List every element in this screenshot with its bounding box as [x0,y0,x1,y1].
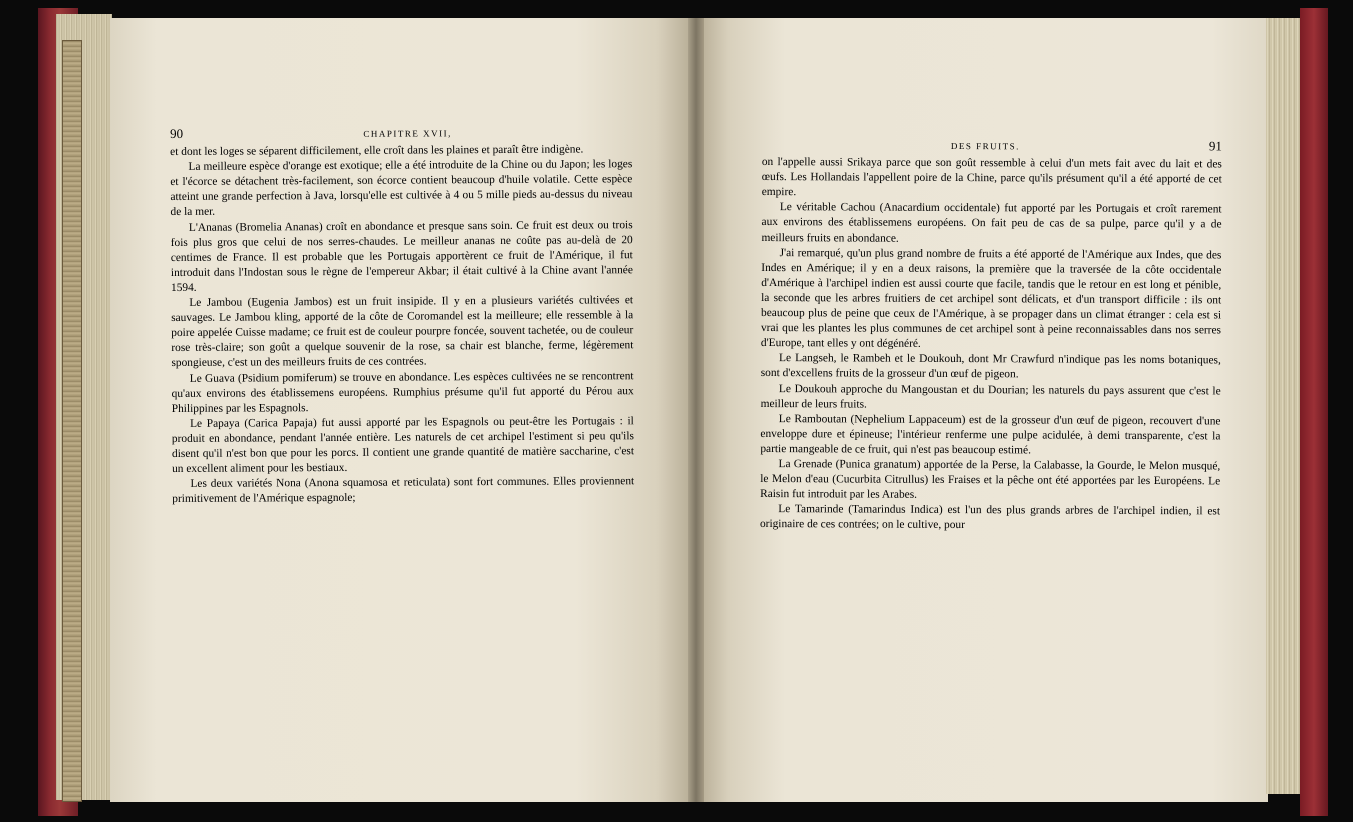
paragraph: Le Jambou (Eugenia Jambos) est un fruit insipide. Il y en a plusieurs variétés cultivées et sauvages. Le Jambou kling, apporté de la côte de Coromandel est la meilleure; elle ressemble à la poire appelée Cuisse madame; ce fruit est de couleur pourpre foncée, souvent tachetée, ou de couleur rose très-claire; son goût a quelque souvenir de la rose, sa chair est blanche, ferme, légèrement spongieuse, c'est un des meilleurs fruits de ces contrées. [171,294,634,370]
book-spine-label [62,40,82,802]
page-edges-right [1266,18,1302,794]
paragraph: et dont les loges se séparent difficilement, elle croît dans les plaines et paraît être indigène. [170,143,584,159]
page-number: 91 [1208,138,1222,154]
book-gutter [688,18,704,802]
book-cover-right [1300,8,1328,816]
paragraph: J'ai remarqué, qu'un plus grand nombre de fruits a été apporté de l'Amérique aux Indes, que des Indes en Amérique; il y en a deux raisons, la première que la traversée de la côte occidentale d'Amérique à l'archipel indien est aussi courte que facile, tandis que le retour en est long et pénible, la seconde que les arbres fruitiers de cet archipel sont délicats, et d'un transport difficile : ils ont beaucoup plus de peine que ceux de l'Amérique, à se propager dans un climat étranger : cela est si vrai que les plantes les plus communes de cet archipel sont à peine reconnaissables dans nos serres d'Europe, tant elles y ont dégénéré. [760,246,1222,351]
left-page-text [170,123,634,507]
page-number: 90 [170,125,184,141]
paragraph: La meilleure espèce d'orange est exotique; elle a été introduite de la Chine ou du Japon; les loges et l'écorce se détachent très-facilement, son écorce contient beaucoup d'huile volatile. Cette espèce atteint une grande perfection à Java, lorsqu'elle est cultivée à 4 ou 5 mille pieds au-dessus du niveau de la mer. [170,158,633,219]
paragraph: Le Tamarinde (Tamarindus Indica) est l'un des plus grands arbres de l'archipel indien, il est originaire de ces contrées; on le cultive, pour [759,503,1221,532]
paragraph: Le Guava (Psidium pomiferum) se trouve en abondance. Les espèces cultivées ne se rencontrent qu'aux environs des établissemens européens. Rumphius présume qu'il fut apporté du Pérou aux Philippines par les Espagnols. [171,369,634,415]
paragraph: Les deux variétés Nona (Anona squamosa et reticulata) sont fort communes. Elles proviennent primitivement de l'Amérique espagnole; [172,475,635,506]
paragraph: La Grenade (Punica granatum) apportée de la Perse, la Calabasse, la Gourde, le Melon musqué, le Melon d'eau (Cucurbita Citrullus) les Fraises et la pêche ont été apportées par les Européens. Le Raisin fut introduit par les Arabes. [760,458,1221,501]
running-title: DES FRUITS. [950,140,1020,152]
paragraph: on l'appelle aussi Srikaya parce que son goût ressemble à celui d'un mets fait avec du lait et des œufs. Les Hollandais l'appellent poire de la Chine, parce qu'ils présument qu'il a été apporté de cet empire. [761,156,1222,199]
paragraph: Le Langseh, le Rambeh et le Doukouh, dont Mr Crawfurd n'indique pas les noms botaniques, sont d'excellens fruits de la grosseur d'un œuf de pigeon. [760,352,1221,381]
left-running-head [170,123,632,143]
paragraph: Le Ramboutan (Nephelium Lappaceum) est de la grosseur d'un œuf de pigeon, recouvert d'une enveloppe dure et épineuse; l'intérieur renferme une pulpe acidulée, à demi transparente, c'est la partie mangeable de ce fruit, qui n'est pas beaucoup estimé. [760,412,1221,457]
paragraph: Le véritable Cachou (Anacardium occidentale) fut apporté par les Portugais et croît rarement aux environs des établissemens européens. On fait peu de cas de sa pulpe, parce qu'il y a de meilleurs fruits en abondance. [761,201,1222,245]
right-page-text [760,136,1222,535]
paragraph: L'Ananas (Bromelia Ananas) croît en abondance et presque sans soin. Ce fruit est deux ou trois fois plus gros que celui de nos serres-chaudes. Le meilleur ananas ne coûte pas au-delà de 20 centimes de France. Il est probable que les Portugais apportèrent ce fruit de l'Amérique, il fut introduit dans l'Indostan sous le règne de l'empereur Akbar; il était cultivé à la Chine avant l'année 1594. [170,218,633,294]
paragraph: Le Papaya (Carica Papaja) fut aussi apporté par les Espagnols ou peut-être les Portugais : il produit en abondance, pendant l'année entière. Les naturels de cet archipel l'estiment si peu qu'ils disent qu'il n'est bon que pour les porcs. Il contient une grande quantité de matière saccharine, c'est un excellent aliment pour les bestiaux. [171,414,635,476]
paragraph: Le Doukouh approche du Mangoustan et du Dourian; les naturels du pays assurent que c'est le meilleur de leurs fruits. [760,382,1221,411]
right-running-head [762,136,1222,156]
running-title: CHAPITRE XVII, [363,128,452,139]
